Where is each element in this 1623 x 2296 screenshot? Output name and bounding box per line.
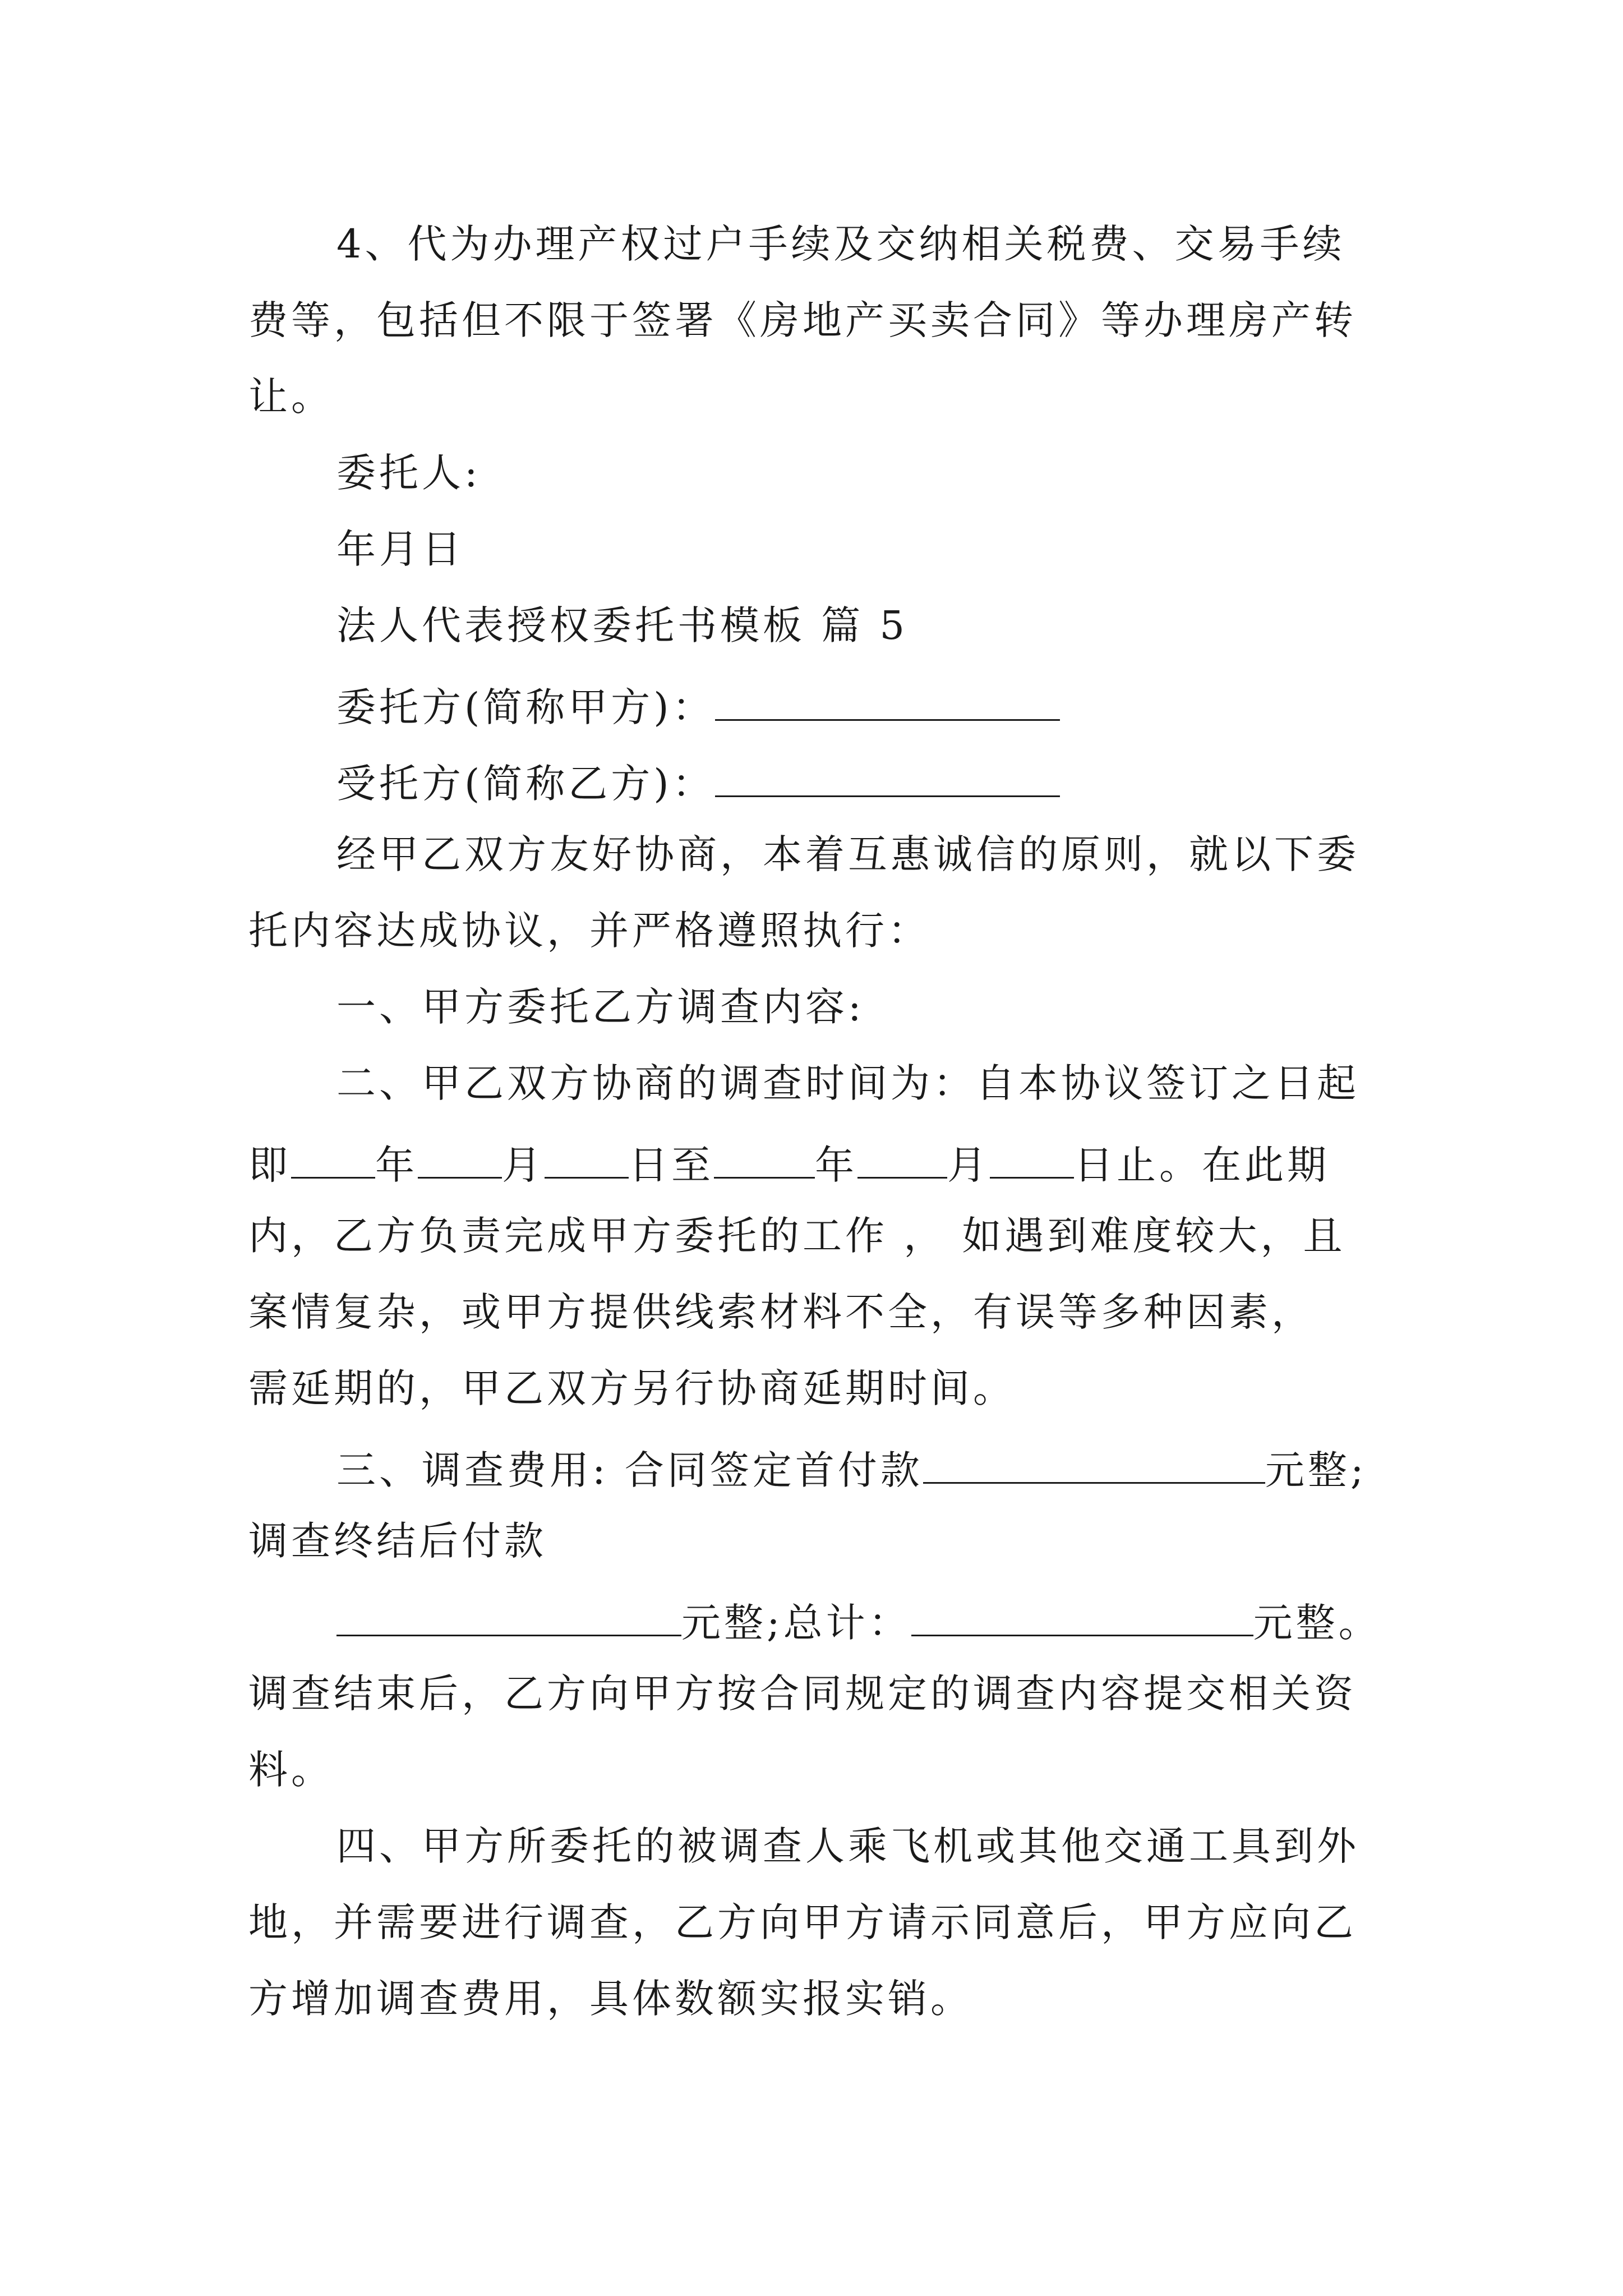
party-a-row: [336, 682, 1060, 730]
clause3-line3: [336, 1598, 1381, 1646]
clause3-line2: 调查终结后付款: [248, 1518, 547, 1564]
year1-blank: [291, 1140, 375, 1179]
clause2-line5: 需延期的，甲乙双方另行协商延期时间。: [248, 1365, 1016, 1411]
clause3-line5: 料。: [248, 1747, 334, 1793]
total-blank: [911, 1598, 1253, 1636]
preamble-line2: 托内容达成协议，并严格遵照执行：: [248, 908, 930, 954]
clause3-first-payment-label: 三、调查费用: 合同签定首付款: [336, 1447, 923, 1493]
clause4-line1: 四、甲方所委托的被调查人乘飞机或其他交通工具到外: [336, 1823, 1359, 1869]
clause2-line2-end: 日止。在此期: [1074, 1142, 1330, 1188]
clause3-line3-end: 元整。: [1253, 1600, 1381, 1646]
month2-blank: [857, 1140, 947, 1179]
day2-blank: [990, 1140, 1074, 1179]
date-label: 年月日: [336, 526, 464, 572]
clause2-start: 即: [248, 1142, 291, 1188]
clause4-line3: 方增加调查费用，具体数额实报实销。: [248, 1976, 973, 2022]
final-payment-blank: [336, 1598, 681, 1636]
first-payment-blank: [923, 1445, 1265, 1484]
year2-blank: [714, 1140, 815, 1179]
party-b-label: 受托方(简称乙方)：: [336, 761, 715, 807]
party-b-blank: [715, 758, 1060, 797]
section-title: 法人代表授权委托书模板 篇 5: [336, 602, 909, 648]
clause2-line4: 案情复杂，或甲方提供线索材料不全，有误等多种因素，: [248, 1289, 1314, 1335]
day1-label: 日至: [629, 1142, 714, 1188]
party-a-blank: [715, 682, 1060, 721]
party-a-label: 委托方(简称甲方)：: [336, 684, 715, 730]
clause4-line2: 地，并需要进行调查，乙方向甲方请示同意后，甲方应向乙: [248, 1899, 1357, 1945]
party-b-row: [336, 758, 1060, 807]
preamble-line1: 经甲乙双方友好协商，本着互惠诚信的原则，就以下委: [336, 831, 1359, 877]
item4-line3: 让。: [248, 374, 334, 420]
clause2-line3: 内，乙方负责完成甲方委托的工作 ， 如遇到难度较大，且: [248, 1213, 1346, 1259]
principal-label: 委托人:: [336, 450, 481, 496]
year1-label: 年: [375, 1142, 418, 1188]
clause3-line1: [336, 1445, 1367, 1493]
day1-blank: [545, 1140, 629, 1179]
item4-line1: 4、代为办理产权过户手续及交纳相关税费、交易手续: [336, 221, 1345, 267]
clause3-line4: 调查结束后，乙方向甲方按合同规定的调查内容提交相关资: [248, 1671, 1357, 1717]
month1-label: 月: [502, 1142, 545, 1188]
year2-label: 年: [815, 1142, 857, 1188]
clause2-line2: [248, 1140, 1330, 1188]
clause1: 一、甲方委托乙方调查内容:: [336, 984, 865, 1030]
clause2-line1: 二、甲乙双方协商的调查时间为：自本协议签订之日起: [336, 1060, 1359, 1106]
clause3-total-label: 元整;总计：: [681, 1600, 911, 1646]
item4-line2: 费等，包括但不限于签署《房地产买卖合同》等办理房产转: [248, 297, 1357, 343]
clause3-line1-end: 元整;: [1265, 1447, 1367, 1493]
month1-blank: [418, 1140, 502, 1179]
month2-label: 月: [947, 1142, 990, 1188]
